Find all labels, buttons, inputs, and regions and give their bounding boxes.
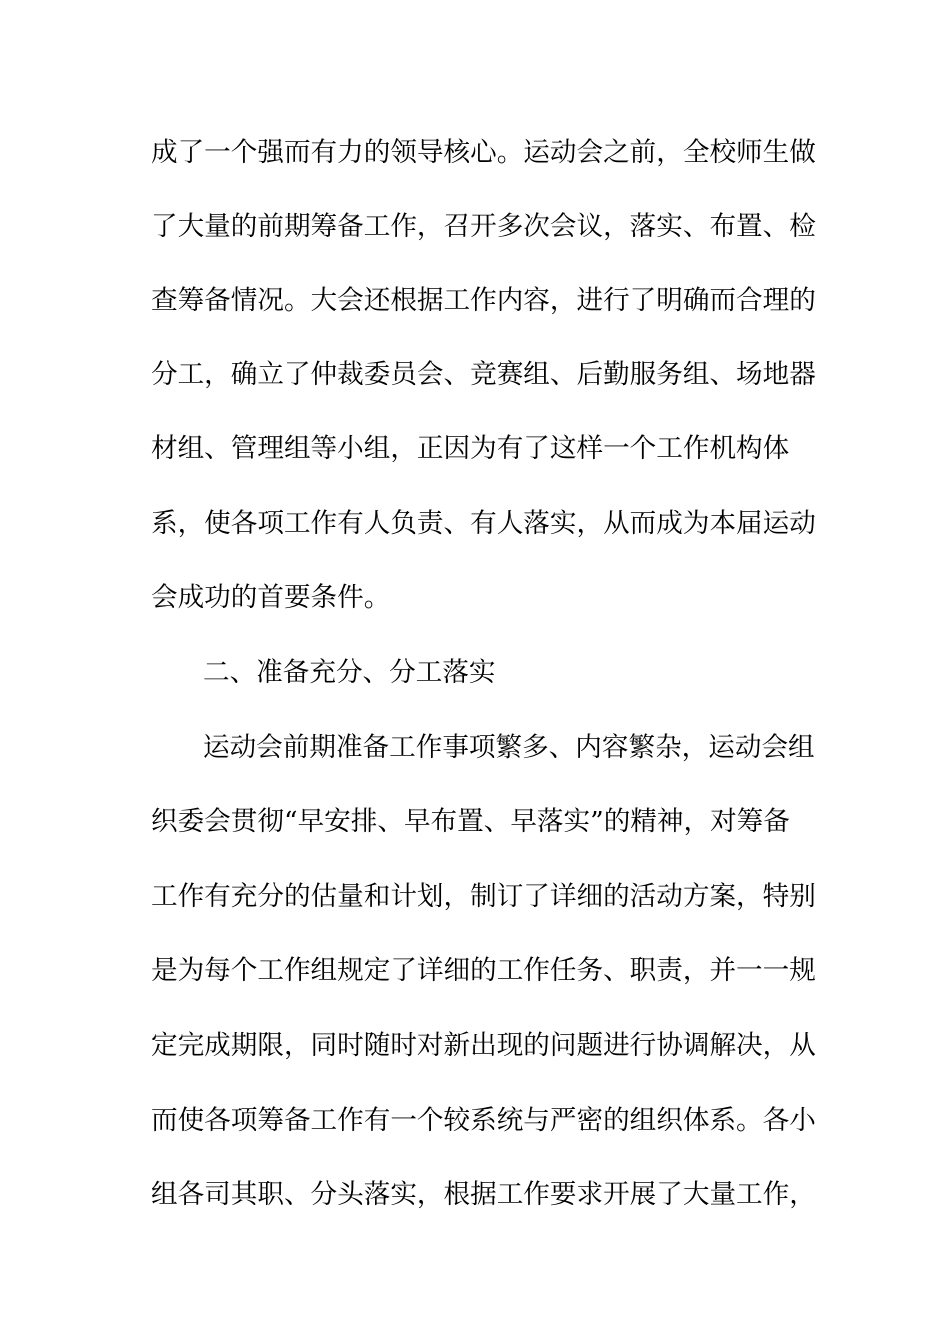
text-line: 分工，确立了仲裁委员会、竞赛组、后勤服务组、场地器 bbox=[151, 359, 816, 390]
text-line: 查筹备情况。大会还根据工作内容，进行了明确而合理的 bbox=[151, 285, 816, 316]
text-line: 是为每个工作组规定了详细的工作任务、职责，并一一规 bbox=[151, 955, 816, 986]
text-line: 工作有充分的估量和计划，制订了详细的活动方案，特别 bbox=[151, 881, 816, 912]
text-line: 定完成期限，同时随时对新出现的问题进行协调解决，从 bbox=[151, 1030, 816, 1061]
text-line: 系，使各项工作有人负责、有人落实，从而成为本届运动 bbox=[151, 508, 816, 539]
text-line: 织委会贯彻“早安排、早布置、早落实”的精神，对筹备 bbox=[151, 806, 790, 837]
text-line: 了大量的前期筹备工作，召开多次会议，落实、布置、检 bbox=[151, 211, 816, 242]
text-line: 而使各项筹备工作有一个较系统与严密的组织体系。各小 bbox=[151, 1105, 816, 1136]
text-line: 组各司其职、分头落实，根据工作要求开展了大量工作， bbox=[151, 1179, 816, 1210]
text-line: 运动会前期准备工作事项繁多、内容繁杂，运动会组 bbox=[203, 732, 815, 763]
section-heading: 二、准备充分、分工落实 bbox=[203, 657, 496, 688]
text-line: 会成功的首要条件。 bbox=[151, 582, 391, 613]
text-line: 材组、管理组等小组，正因为有了这样一个工作机构体 bbox=[151, 433, 790, 464]
text-line: 成了一个强而有力的领导核心。运动会之前，全校师生做 bbox=[151, 137, 816, 168]
